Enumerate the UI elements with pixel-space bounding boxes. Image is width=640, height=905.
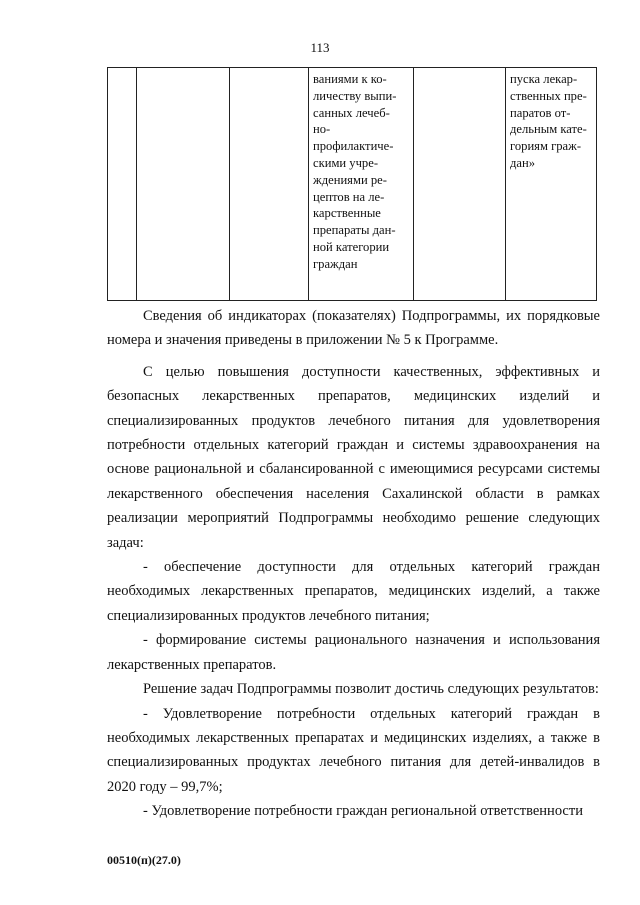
table-row [108, 68, 597, 301]
cell-line: личеству выпи- [313, 88, 397, 103]
cell-line: дельным кате- [510, 122, 587, 137]
cell-line: ваниями к ко- [313, 72, 387, 86]
cell-line: пуска лекар- [510, 72, 578, 86]
cell-6-text [510, 71, 592, 172]
paragraph-indicators: Сведения об индикаторах (показателях) Подпрограммы, их порядковые номера и значения приведены в приложении № 5 к Программе. [107, 308, 600, 349]
cell-line: санных лечеб- [313, 105, 390, 120]
body-text [107, 304, 600, 824]
paragraph-task-2: - формирование системы рационального назначения и использования лекарственных препаратов. [107, 632, 600, 673]
table-cell-6 [506, 68, 597, 301]
cell-line: ждениями ре- [313, 172, 387, 187]
cell-line: паратов от- [510, 105, 571, 120]
page-number: 113 [310, 40, 330, 55]
cell-line: профилактиче- [313, 139, 394, 154]
table-cell-1 [108, 68, 137, 301]
cell-line: гориям граж- [510, 139, 582, 154]
cell-line: граждан [313, 256, 358, 271]
cell-line: но- [313, 122, 331, 137]
cell-line: скими учре- [313, 155, 379, 170]
table-cell-3 [230, 68, 309, 301]
table-cell-5 [414, 68, 506, 301]
cell-line: цептов на ле- [313, 189, 385, 204]
cell-line: ной категории [313, 239, 390, 254]
table-cell-4 [309, 68, 414, 301]
document-code: 00510(п)(27.0) [107, 853, 181, 867]
paragraph-task-1: - обеспечение доступности для отдельных категорий граждан необходимых лекарственных препаратов, медицинских изделий, а также специализированных продуктов лечебного питания; [107, 559, 600, 624]
paragraph-goal: С целью повышения доступности качественных, эффективных и безопасных лекарственных препаратов, медицинских изделий и специализированных продуктов лечебного питания для удовлетворения потребности отдельных категорий граждан и системы здравоохранения на основе рациональной и сбалансированной с имеющимися ресурсами системы лекарственного обеспечения населения Сахалинской области в рамках реализации мероприятий Подпрограммы необходимо решение следующих задач: [107, 363, 600, 551]
paragraph-result-1: - Удовлетворение потребности отдельных категорий граждан в необходимых лекарственных препаратах и медицинских изделиях, а также в специализированных продуктах лечебного питания для детей-инвалидов в 2020 году – 99,7%; [107, 705, 600, 795]
cell-4-text [313, 71, 409, 273]
cell-line: карственные [313, 206, 381, 221]
cell-line: дан» [510, 155, 536, 170]
cell-line: ственных пре- [510, 88, 587, 103]
continuation-table [107, 67, 597, 301]
paragraph-results-intro: Решение задач Подпрограммы позволит достичь следующих результатов: [143, 681, 599, 698]
table-cell-2 [137, 68, 230, 301]
paragraph-result-2: - Удовлетворение потребности граждан региональной ответственности [143, 803, 583, 820]
cell-line: препараты дан- [313, 223, 396, 238]
